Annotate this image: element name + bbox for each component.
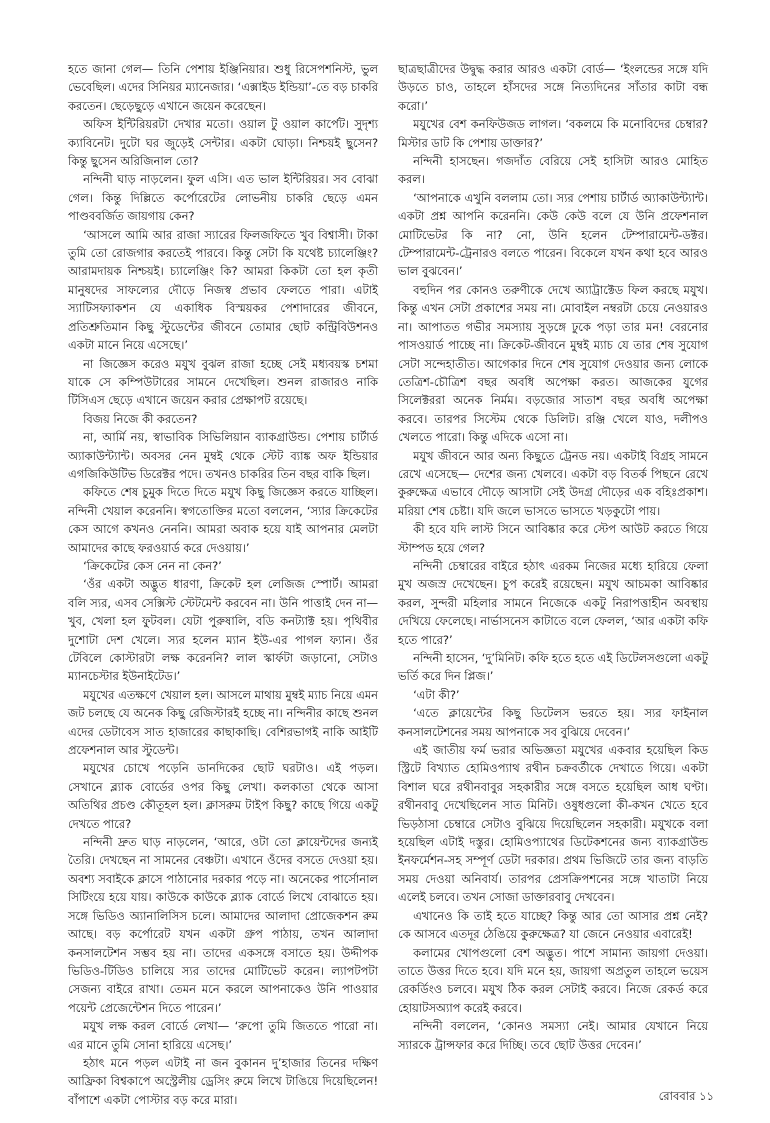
paragraph: ‘ক্রিকেটের কেস নেন না কেন?’ [83, 558, 222, 573]
paragraph: হতে জানা গেল— তিনি পেশায় ইঞ্জিনিয়ার। শুধু রিসেপশনিস্ট, ভুল ভেবেছিল। এদের সিনিয়র ম্যানেজার। ‘এক্সাইড ইন্ডিয়া’-তে বড় চাকরি করতেন। ছেড়েছুড়ে এখানে জয়েন করেছেন। [68, 62, 378, 113]
text-column-right [398, 60, 708, 1054]
paragraph: বিজয় নিজে কী করতেন? [83, 411, 198, 426]
paragraph: ‘ওঁর একটা অদ্ভুত ধারণা, ক্রিকেট হল লেজিজ স্পোর্ট। আমরা বলি স্যর, এসব সেক্সিস্ট স্টেটমেন্ট করবেন না। উনি পাত্তাই দেন না— খুব, খেলা হল ফুটবল। যেটা পুরুষালি, বডি কনট্যাক্ট হয়। পৃথিবীর দুশোটা দেশ খেলে। স্যর হলেন ম্যান ইউ-এর পাগল ফ্যান। ওঁর টেবিলে কোস্টারটা লক্ষ করেননি? লাল স্কার্ফটা জড়ানো, সেটাও ম্যানচেস্টার ইউনাইটেড।’ [68, 577, 378, 684]
paragraph: না, আর্মি নয়, স্বাভাবিক সিভিলিয়ান ব্যাকগ্রাউন্ড। পেশায় চার্টার্ড অ্যাকাউন্ট্যান্ট। অবসর নেন মুম্বই থেকে স্টেট ব্যাঙ্ক অফ ইন্ডিয়ার এগজিকিউটিভ ডিরেক্টর পদে। তখনও চাকরির তিন বছর বাকি ছিল। [68, 430, 378, 481]
paragraph: মযুখের বেশ কনফিউজড লাগল। ‘বকলমে কি মনোবিদের চেম্বার? মিস্টার ডাট কি পেশায় ডাক্তার?’ [398, 117, 708, 150]
paragraph: নন্দিনী ঘাড় নাড়লেন। ফুল এসি। এত ভাল ইন্টিরিয়র। সব বোঝা গেল। কিন্তু দিল্লিতে কর্পোরেটের লোভনীয় চাকরি ছেড়ে এমন পাণ্ডববর্জিত জায়গায় কেন? [68, 172, 378, 224]
paragraph: ‘আসলে আমি আর রাজা স্যারের ফিলজফিতে খুব বিশ্বাসী। টাকা তুমি তো রোজগার করতেই পারবে। কিন্তু সেটা কি যথেষ্ট চ্যালেঞ্জিং? আরামদায়ক নিশ্চয়ই। চ্যালেঞ্জিং কি? আমরা কিকটা তো হল কৃতী মানুষদের সাফল্যের দৌড়ে নিজস্ব প্রভাব ফেলতে পারা। এটাই স্যাটিসফ্যাকশন যে একাধিক বিস্ময়কর পেশাদারের জীবনে, প্রতিশ্রুতিমান কিছু স্টুডেন্টের জীবনে তোমার ছোট কন্ট্রিবিউশনও একটা মানে নিয়ে এসেছে।’ [68, 227, 378, 353]
paragraph: হঠাৎ মনে পড়ল এটাই না জন বুকানন দু’হাজার তিনের দক্ষিণ আফ্রিকা বিশ্বকাপে অস্ট্রেলীয় ড্রেসিং রুমে লিখে টাঙিয়ে দিয়েছিলেন! বাঁপাশে একটা পোস্টার বড় করে মারা। [68, 1055, 378, 1107]
paragraph: ‘এটা কী?’ [413, 687, 460, 702]
paragraph: কফিতে শেষ চুমুক দিতে দিতে মযুখ কিছু জিজ্ঞেস করতে যাচ্ছিল। নন্দিনী খেয়াল করেননি। স্বগতোক্তির মতো বললেন, ‘স্যার ক্রিকেটের কেস আগে কখনও নেননি। আমরা অবাক হয়ে যাই আপনার মেলটা আমাদের কাছে ফরওয়ার্ড করে দেওয়ায়।’ [68, 485, 378, 555]
paragraph: নন্দিনী হাসছেন। গজদাঁত বেরিয়ে সেই হাসিটা আরও মোহিত করল। [398, 154, 708, 187]
paragraph: অফিস ইন্টিরিয়রটা দেখার মতো। ওয়াল টু ওয়াল কার্পেট। সুদৃশ্য ক্যাবিনেট। দুটো ঘর জুড়েই সেন্টার। একটা ঘোড়া। নিশ্চয়ই ছুসেন? কিন্তু ছুসেন অরিজিনাল তো? [68, 117, 378, 169]
paragraph: এই জাতীয় ফর্ম ভরার অভিজ্ঞতা মযুখের একবার হয়েছিল কিড স্ট্রিটে বিখ্যাত হোমিওপ্যাথ রথীন চক্রবর্তীকে দেখাতে গিয়ে। একটা বিশাল ঘরে রথীনবাবুর সহকারীর সঙ্গে বসতে হয়েছিল আধ ঘণ্টা। রথীনবাবু দেখেছিলেন সাত মিনিট। ওষুধগুলো কী-কখন খেতে হবে ভিড়ঠাসা চেম্বারে সেটাও বুঝিয়ে দিয়েছিলেন সহকারী। মযুখকে বলা হয়েছিল এটাই দস্তুর। হোমিওপ্যাথের ডিটেকশনের জন্য ব্যাকগ্রাউন্ড ইনফর্মেশন-সহ সম্পূর্ণ ডেটা দরকার। প্রথম ভিজিটে তার জন্য বাড়তি সময় দেওয়া অনিবার্য। তারপর প্রেসক্রিপশনের সঙ্গে খাতাটা নিয়ে এলেই চলবে। তখন সোজা ডাক্তারবাবু দেখবেন। [398, 743, 708, 905]
paragraph: নন্দিনী বললেন, ‘কোনও সমস্যা নেই। আমার যেখানে নিয়ে স্যারকে ট্রান্সফার করে দিচ্ছি। তবে ছোট উত্তর দেবেন।’ [398, 1019, 708, 1052]
paragraph: ‘আপনাকে এখুনি বললাম তো। স্যর পেশায় চার্টার্ড অ্যাকাউন্ট্যান্ট। একটা প্রশ্ন আপনি করেননি। কেউ কেউ বলে যে উনি প্রফেশনাল মোটিভেটর কি না? নো, উনি হলেন টেম্পারামেন্ট-ডক্টর। টেম্পারামেন্ট-ট্রেনারও বলতে পারেন। বিকেলে যখন কথা হবে আরও ভাল বুঝবেন।’ [398, 190, 708, 279]
paragraph: মযুখের চোখে পড়েনি ডানদিকের ছোট ঘরটাও। এই পড়ল। সেখানে ব্ল্যাক বোর্ডের ওপর কিছু লেখা। কলকাতা থেকে আসা অতিথির প্রচণ্ড কৌতূহল হল। ক্লাসরুম টাইপ কিছু? কাছে গিয়ে একটু দেখতে পারে? [68, 761, 378, 831]
paragraph: ছাত্রছাত্রীদের উদ্বুদ্ধ করার আরও একটা বোর্ড— ‘ইংলন্ডের সঙ্গে যদি উড়তে চাও, তাহলে হাঁসদের সঙ্গে নিত্যদিনের সাঁতার কাটা বন্ধ করো।’ [398, 62, 708, 113]
paragraph: মযুখ লক্ষ করল বোর্ডে লেখা— ‘রুপো তুমি জিততে পারো না। এর মানে তুমি সোনা হারিয়ে এসেছ।’ [68, 1019, 378, 1052]
text-column-left [68, 60, 378, 1109]
paragraph: নন্দিনী হাসেন, ‘দু’মিনিট। কফি হতে হতে এই ডিটেলসগুলো একটু ভর্তি করে দিন প্লিজ।’ [398, 651, 708, 684]
paragraph: কলামের খোপগুলো বেশ অদ্ভুত। পাশে সামান্য জায়গা দেওয়া। তাতে উত্তর দিতে হবে। যদি মনে হয়, জায়গা অপ্রতুল তাহলে ভয়েস রেকর্ডিংও চলবে। মযুখ ঠিক করল সেটাই করবে। নিজে রেকর্ড করে হোয়াটসঅ্যাপ করেই করবে। [398, 945, 708, 1015]
paragraph: বহুদিন পর কোনও তরুণীকে দেখে অ্যাট্রাক্টেড ফিল করছে মযুখ। কিন্তু এখন সেটা প্রকাশের সময় না। মোবাইল নম্বরটা চেয়ে নেওয়ারও না। আপাতত গভীর সমস্যায় সুড়ঙ্গে ঢুকে পড়া তার মন! বেরনোর পাসওয়ার্ড পাচ্ছে না। ক্রিকেট-জীবনে মুম্বই ম্যাচ যে তার শেষ সুযোগ সেটা সন্দেহাতীত। আগেকার দিনে শেষ সুযোগ দেওয়ার জন্য লোকে তেত্রিশ-চৌত্রিশ বছর অবধি অপেক্ষা করত। আজকের যুগের সিলেক্টররা অনেক নির্মম। বড়জোর সাতাশ বছর অবধি অপেক্ষা করবে। তারপর সিস্টেম থেকে ডিলিট। রঞ্জি খেলে যাও, দলীপও খেলতে পারো। কিন্তু এদিকে এসো না। [398, 282, 708, 445]
paragraph: কী হবে যদি লাস্ট সিনে আবিষ্কার করে স্টেপ আউট করতে গিয়ে স্টাম্পড হয়ে গেল? [398, 522, 708, 555]
paragraph: এখানেও কি তাই হতে যাচ্ছে? কিন্তু আর তো আসার প্রশ্ন নেই? কে আসবে এতদূর ঠেঙিয়ে কুরুক্ষেত্র? যা জেনে নেওয়ার এবারেই! [398, 908, 708, 942]
paragraph: নন্দিনী চেম্বারের বাইরে হঠাৎ এরকম নিজের মধ্যে হারিয়ে ফেলা মুখ অজস্র দেখেছেন। চুপ করেই রয়েছেন। মযুখ আচমকা আবিষ্কার করল, সুন্দরী মহিলার সামনে নিজেকে একটু নিরাপত্তাহীন অবস্থায় দেখিয়ে ফেলেছে। নার্ভাসনেস কাটাতে বলে ফেলল, ‘আর একটা কফি হতে পারে?’ [398, 558, 708, 647]
page-folio: রোববার ১১ [658, 1089, 714, 1103]
paragraph: মযুখ জীবনে আর অন্য কিছুতে ট্রেনড নয়। একটাই বিগ্রহ সামনে রেখে এসেছে— দেশের জন্য খেলবে। একটা বড় বিতর্ক পিছনে রেখে কুরুক্ষেত্র এভাবে দৌড়ে আসাটা সেই উদগ্র দৌড়ের এক বহিঃপ্রকাশ। মরিয়া শেষ চেষ্টা। যদি জলে ভাসতে ভাসতে খড়কুটো পায়। [398, 448, 708, 518]
paragraph: নন্দিনী দ্রুত ঘাড় নাড়লেন, ‘আরে, ওটা তো ক্লায়েন্টদের জন্যই তৈরি। দেখছেন না সামনের বেঞ্চটা। এখানে ওঁদের বসতে দেওয়া হয়। অবশ্য সবাইকে ক্লাসে পাঠানোর দরকার পড়ে না। অনেকের পার্সোনাল সিটিংয়ে হয়ে যায়। কাউকে কাউকে ব্ল্যাক বোর্ডে লিখে বোঝাতে হয়। সঙ্গে ভিডিও অ্যানালিসিস চলে। আমাদের আলাদা প্রোজেকশন রুম আছে। বড় কর্পোরেট যখন একটা গ্রুপ পাঠায়, তখন আলাদা কনসালটেশন সম্ভব হয় না। তাদের একসঙ্গে বসাতে হয়। উদ্দীপক ভিডিও-টিডিও চালিয়ে স্যর তাদের মোটিভেট করেন। ল্যাপটপটা সেজন্য বাইরে রাখা। তেমন মনে করলে আপনাকেও উনি পাওয়ার পয়েন্ট প্রেজেন্টেশন দিতে পারেন।’ [68, 835, 378, 1015]
paragraph: ‘এতে ক্লায়েন্টের কিছু ডিটেলস ভরতে হয়। স্যর ফাইনাল কনসালটেশনের সময় আপনাকে সব বুঝিয়ে দেবেন।’ [398, 706, 708, 739]
paragraph: না জিজ্ঞেস করেও মযুখ বুঝল রাজা হচ্ছে সেই মধ্যবয়স্ক চশমা যাকে সে কম্পিউটারের সামনে দেখেছিল। শুনল রাজারও নাকি টিসিএস ছেড়ে এখানে জয়েন করার প্রেক্ষাপট রয়েছে। [68, 356, 378, 408]
paragraph: মযুখের এতক্ষণে খেয়াল হল। আসলে মাথায় মুম্বই ম্যাচ নিয়ে এমন জট চলছে যে অনেক কিছু রেজিস্টারই হচ্ছে না। নন্দিনীর কাছে শুনল এদের ডেটাবেস সাত হাজারের কাছাকাছি। বেশিরভাগই নাকি আইটি প্রফেশনাল আর স্টুডেন্ট। [68, 687, 378, 758]
